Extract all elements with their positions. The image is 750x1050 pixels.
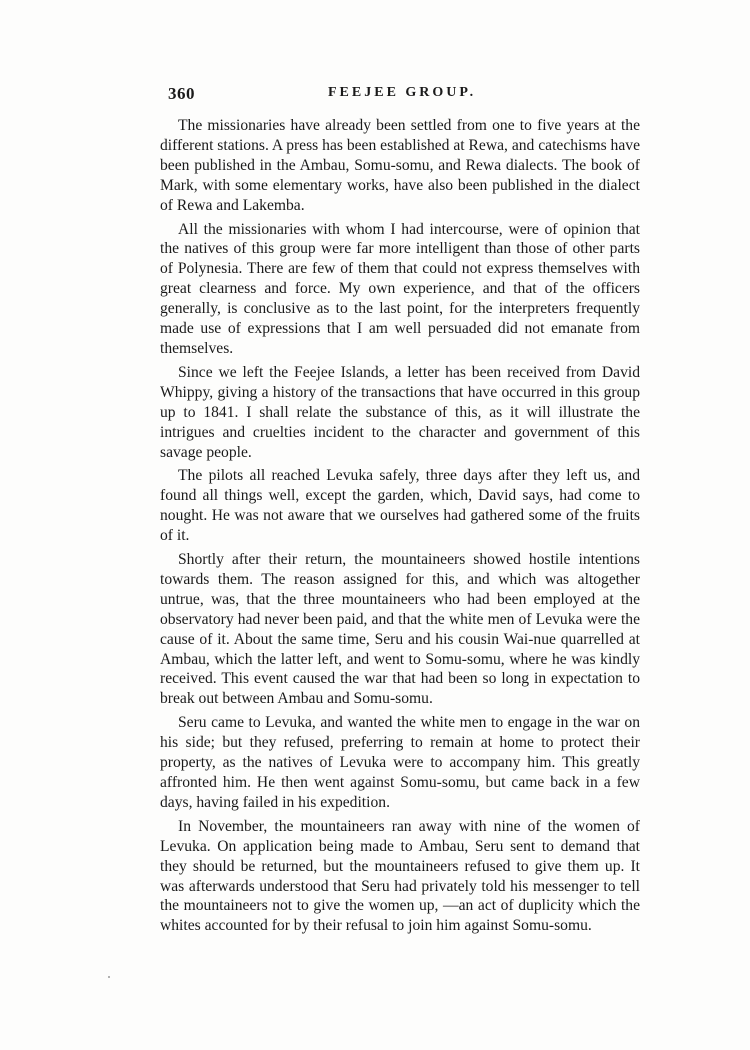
paragraph: The pilots all reached Levuka safely, three days after they left us, and found all things well, except the garden, which, David says, had come to nought. He was not aware that we ourselves had gathered some of the fruits of it.	[160, 467, 640, 545]
paragraph: Since we left the Feejee Islands, a letter has been received from David Whippy, giving a history of the transactions that have occurred in this group up to 1841. I shall relate the substance of this, as it will illustrate the intrigues and cruelties incident to the character and government of this savage people.	[160, 363, 640, 461]
paragraph: All the missionaries with whom I had intercourse, were of opinion that the natives of this group were far more intelligent than those of other parts of Polynesia. There are few of them that could not express themselves with great clearness and force. My own experience, and that of the officers generally, is conclusive as to the last point, for the interpreters frequently made use of expressions that I am well persuaded did not emanate from themselves.	[160, 220, 640, 357]
paragraph: Shortly after their return, the mountaineers showed hostile intentions towards them. The reason assigned for this, and which was altogether untrue, was, that the three mountaineers who had been employed at the observatory had never been paid, and that the white men of Levuka were the cause of it. About the same time, Seru and his cousin Wai-nue quarrelled at Ambau, which the latter left, and went to Somu-somu, where he was kindly received. This event caused the war that had been so long in expectation to break out between Ambau and Somu-somu.	[160, 551, 640, 708]
page-number: 360	[168, 84, 195, 103]
body-text	[160, 116, 640, 940]
running-head: FEEJEE GROUP.	[328, 85, 477, 100]
page-header	[168, 84, 638, 108]
paragraph: Seru came to Levuka, and wanted the white men to engage in the war on his side; but they refused, preferring to remain at home to protect their property, as the natives of Levuka were to accompany him. This greatly affronted him. He then went against Somu-somu, but came back in a few days, having failed in his expedition.	[160, 714, 640, 811]
paragraph: The missionaries have already been settled from one to five years at the different stations. A press has been established at Rewa, and catechisms have been published in the Ambau, Somu-somu, and Rewa dialects. The book of Mark, with some elementary works, have also been published in the dialect of Rewa and Lakemba.	[160, 117, 640, 214]
ink-speck	[108, 976, 110, 978]
paragraph: In November, the mountaineers ran away with nine of the women of Levuka. On application being made to Ambau, Seru sent to demand that they should be returned, but the mountaineers refused to give them up. It was afterwards understood that Seru had privately told his messenger to tell the mountaineers not to give the women up, —an act of duplicity which the whites accounted for by their refusal to join him against Somu-somu.	[160, 817, 640, 935]
